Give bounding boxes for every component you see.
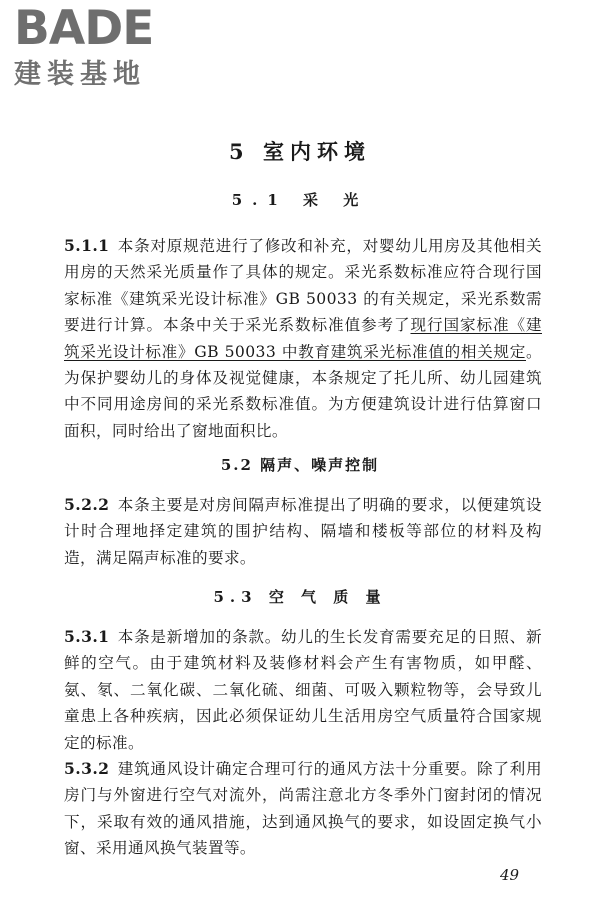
section-title-5-3: 5.3 空 气 质 量 <box>213 588 387 606</box>
clause-5-3-2 <box>64 756 542 862</box>
clause-text: 。为保护婴幼儿的身体及视觉健康，本条规定了托儿所、幼儿园建筑中不同用途房间的采光系数标准值。为方便建筑设计进行估算窗口面积，同时给出了窗地面积比。 <box>64 342 542 440</box>
underlined-text: 现行国家标准《建筑采光设计标准》GB 50033 中教育建筑采光标准值的相关规定 <box>64 316 542 361</box>
clause-number: 5.2.2 <box>64 495 110 514</box>
clause-number: 5.3.2 <box>64 759 110 778</box>
clause-text: 本条是新增加的条款。幼儿的生长发育需要充足的日照、新鲜的空气。由于建筑材料及装修材料会产生有害物质，如甲醛、氨、氡、二氧化碳、二氧化硫、细菌、可吸入颗粒物等，会导致儿童患上各种疾病，因此必须保证幼儿生活用房空气质量符合国家规定的标准。 <box>64 628 542 752</box>
clause-text: 建筑通风设计确定合理可行的通风方法十分重要。除了利用房门与外窗进行空气对流外，尚需注意北方冬季外门窗封闭的情况下，采取有效的通风措施，达到通风换气的要求，如设固定换气小窗、采用通风换气装置等。 <box>64 760 542 858</box>
clause-5-3-1 <box>64 624 542 756</box>
clause-text: 本条对原规范进行了修改和补充，对婴幼儿用房及其他相关用房的天然采光质量作了具体的规定。采光系数标准应符合现行国家标准《建筑采光设计标准》GB 50033 的有关规定，采光系数需要进行计算。本条中关于采光系数标准值参考了 <box>64 237 542 335</box>
clause-number: 5.3.1 <box>64 627 110 646</box>
logo <box>14 1 184 90</box>
section-title-5-1: 5.1 采 光 <box>231 191 369 209</box>
logo-mark: BADE <box>14 1 154 56</box>
chapter-title: 5 室内环境 <box>229 139 371 164</box>
clause-text: 本条主要是对房间隔声标准提出了明确的要求，以便建筑设计时合理地择定建筑的围护结构、隔墙和楼板等部位的材料及构造，满足隔声标准的要求。 <box>64 496 542 567</box>
clause-5-1-1 <box>64 233 542 444</box>
section-title-5-2: 5.2 隔声、噪声控制 <box>220 456 380 474</box>
clause-number: 5.1.1 <box>64 236 110 255</box>
page-number: 49 <box>500 866 520 884</box>
clause-5-2-2 <box>64 492 542 571</box>
logo-subtitle: 建装基地 <box>14 59 146 90</box>
